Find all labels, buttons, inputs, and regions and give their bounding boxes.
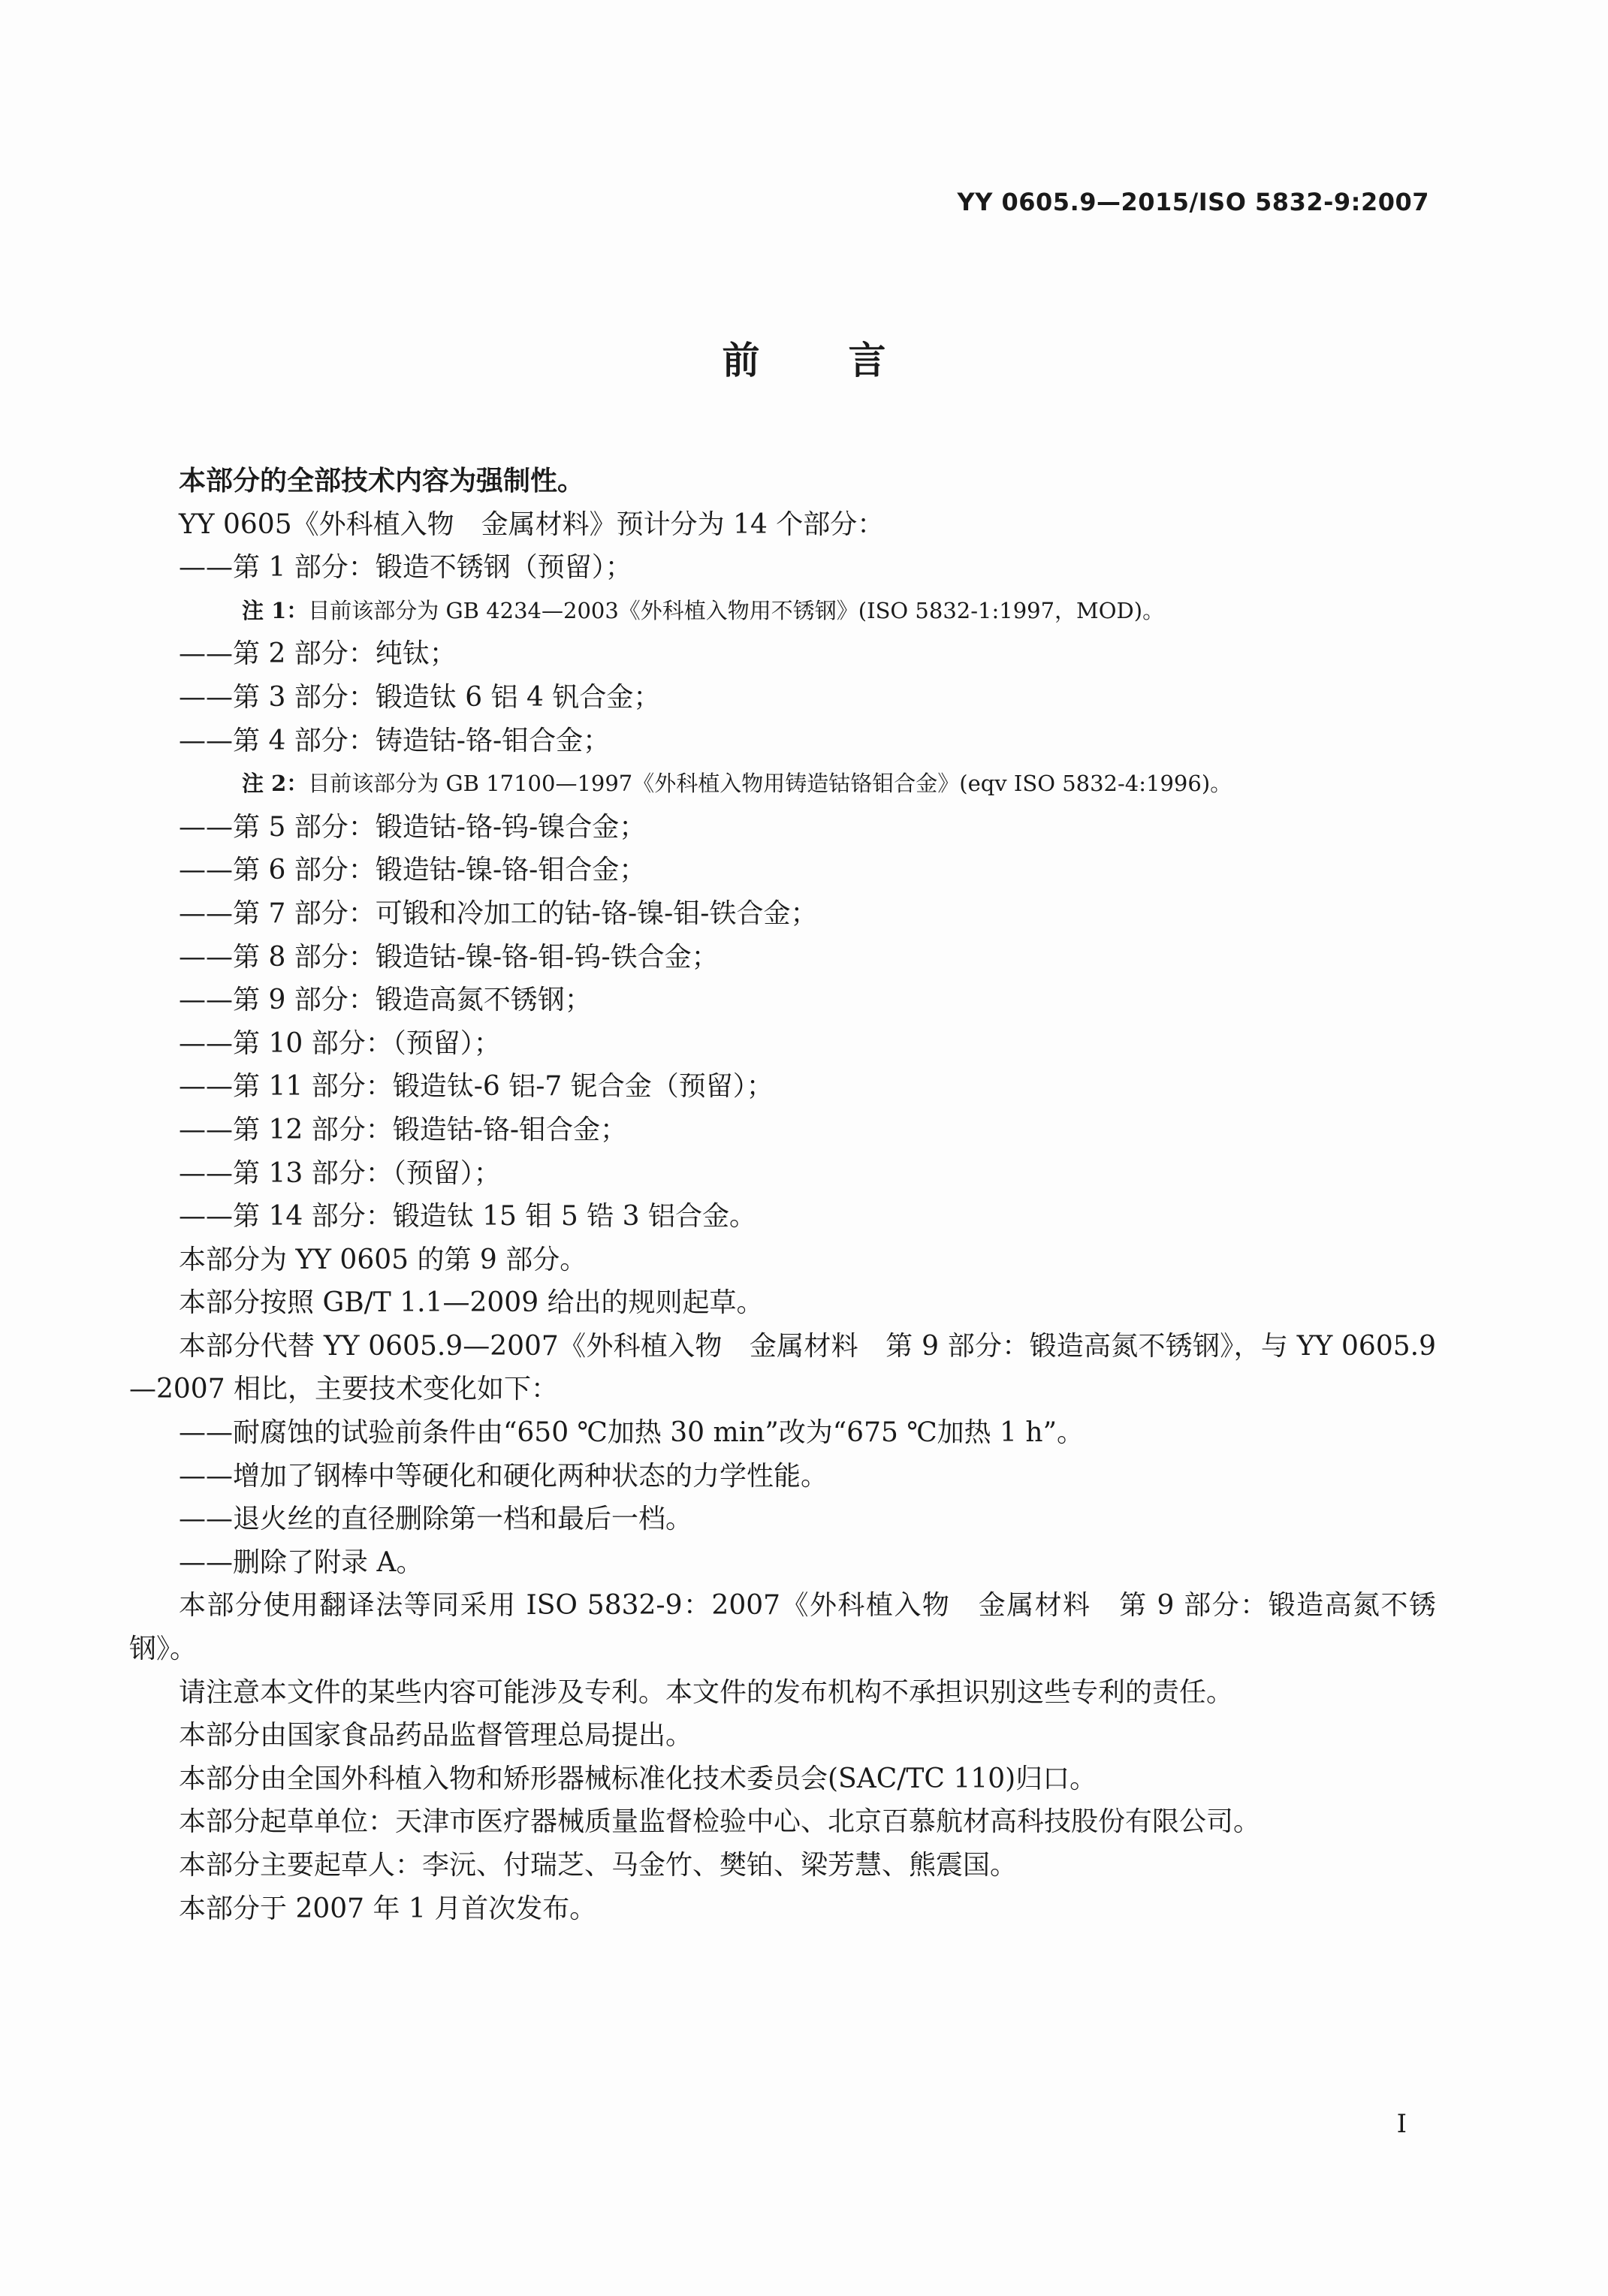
list-item: ——第 1 部分：锻造不锈钢（预留）； (179, 552, 632, 584)
note-2-text: 目前该部分为 GB 17100—1997《外科植入物用铸造钴铬钼合金》(eqv ISO 5832-4:1996)。 (308, 771, 1232, 797)
technical-committee: 本部分由全国外科植入物和矫形器械标准化技术委员会(SAC/TC 110)归口。 (179, 1763, 1097, 1794)
change-item: ——耐腐蚀的试验前条件由“650 ℃加热 30 min”改为“675 ℃加热 1 h”。 (179, 1417, 1084, 1449)
note-2-label: 注 2： (242, 771, 309, 797)
note-1-text: 目前该部分为 GB 4234—2003《外科植入物用不锈钢》(ISO 5832-1:1997，MOD)。 (308, 597, 1165, 623)
proposer: 本部分由国家食品药品监督管理总局提出。 (179, 1720, 693, 1751)
foreword-body (129, 460, 1436, 1930)
replacement-statement: 本部分代替 YY 0605.9—2007《外科植入物 金属材料 第 9 部分：锻造高氮不锈钢》，与 YY 0605.9—2007 相比，主要技术变化如下： (129, 1330, 1436, 1405)
page-number: I (1396, 2109, 1407, 2139)
drafting-rules: 本部分按照 GB/T 1.1—2009 给出的规则起草。 (179, 1287, 764, 1319)
list-item: ——第 11 部分：锻造钛-6 铝-7 铌合金（预留）； (179, 1071, 774, 1103)
drafters: 本部分主要起草人：李沅、付瑞芝、马金竹、樊铂、梁芳慧、熊震国。 (179, 1850, 1018, 1881)
change-item: ——增加了钢棒中等硬化和硬化两种状态的力学性能。 (179, 1460, 828, 1492)
list-item: ——第 6 部分：锻造钴-镍-铬-钼合金； (179, 855, 647, 886)
translation-statement: 本部分使用翻译法等同采用 ISO 5832-9：2007《外科植入物 金属材料 第 9 部分：锻造高氮不锈钢》。 (129, 1590, 1436, 1665)
change-item: ——删除了附录 A。 (179, 1546, 424, 1578)
list-item: ——第 13 部分：（预留）； (179, 1157, 501, 1189)
list-item: ——第 7 部分：可锻和冷加工的钴-铬-镍-钼-铁合金； (179, 898, 818, 929)
series-intro: YY 0605《外科植入物 金属材料》预计分为 14 个部分： (179, 508, 885, 540)
list-item: ——第 14 部分：锻造钛 15 钼 5 锆 3 铝合金。 (179, 1201, 756, 1232)
list-item: ——第 2 部分：纯钛； (179, 638, 457, 670)
mandatory-statement: 本部分的全部技术内容为强制性。 (179, 465, 585, 496)
list-item: ——第 4 部分：铸造钴-铬-钼合金； (179, 725, 611, 756)
drafting-organizations: 本部分起草单位：天津市医疗器械质量监督检验中心、北京百慕航材高科技股份有限公司。 (179, 1806, 1261, 1838)
part-statement: 本部分为 YY 0605 的第 9 部分。 (179, 1244, 587, 1275)
list-item: ——第 3 部分：锻造钛 6 铝 4 钒合金； (179, 681, 661, 713)
note-1-label: 注 1： (242, 597, 309, 623)
document-code: YY 0605.9—2015/ISO 5832-9:2007 (957, 188, 1429, 216)
patent-notice: 请注意本文件的某些内容可能涉及专利。本文件的发布机构不承担识别这些专利的责任。 (179, 1676, 1234, 1708)
first-publication: 本部分于 2007 年 1 月首次发布。 (179, 1893, 597, 1924)
list-item: ——第 10 部分：（预留）； (179, 1027, 501, 1059)
note-1 (129, 590, 1436, 633)
list-item: ——第 8 部分：锻造钴-镍-铬-钼-钨-铁合金； (179, 941, 719, 973)
note-2 (129, 762, 1436, 806)
list-item: ——第 12 部分：锻造钴-铬-钼合金； (179, 1114, 628, 1145)
page-title: 前言 (722, 339, 975, 382)
list-item: ——第 5 部分：锻造钴-铬-钨-镍合金； (179, 811, 647, 843)
list-item: ——第 9 部分：锻造高氮不锈钢； (179, 985, 592, 1016)
change-item: ——退火丝的直径删除第一档和最后一档。 (179, 1504, 693, 1535)
